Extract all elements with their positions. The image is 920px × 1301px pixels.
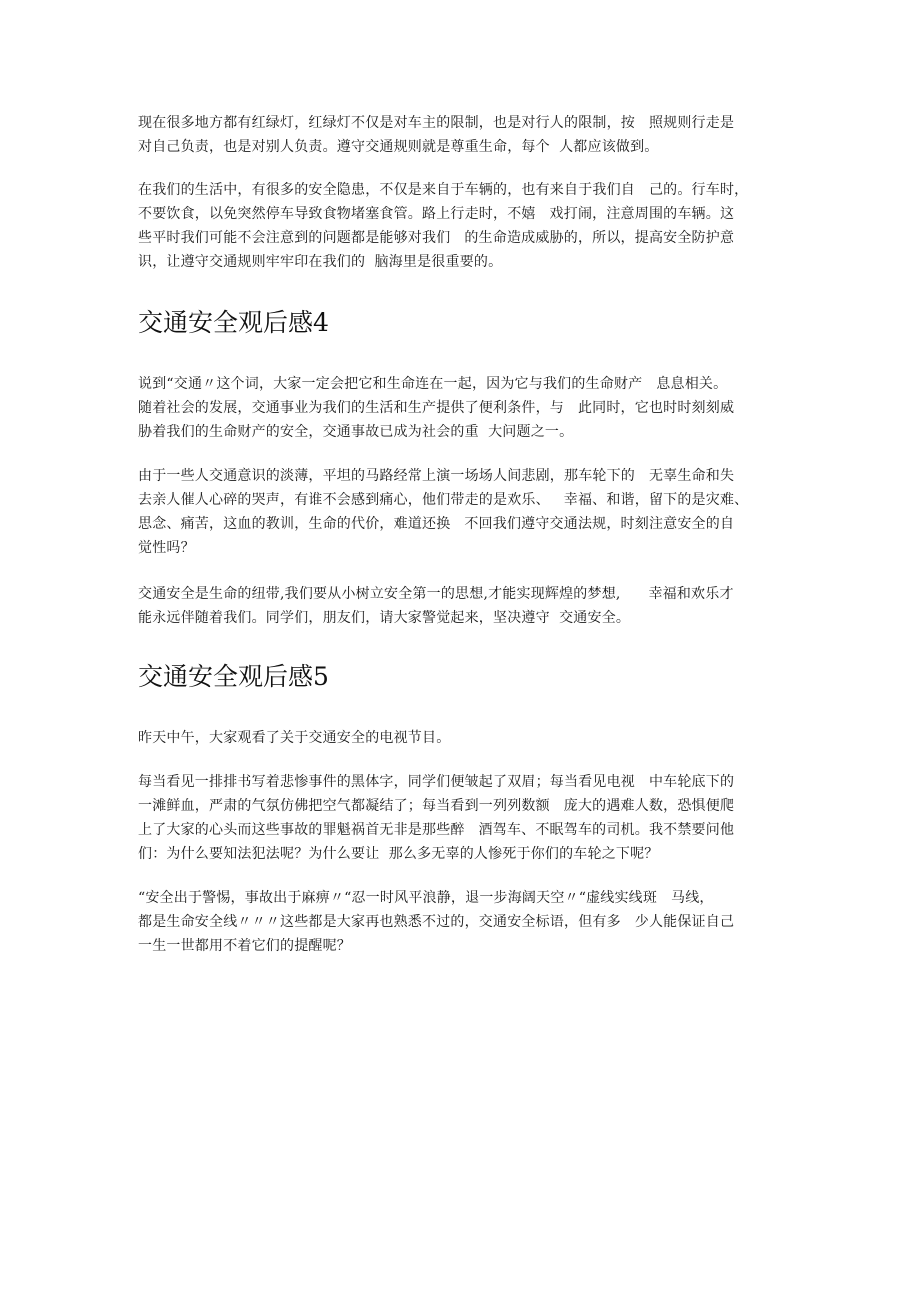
paragraph-line: 胁着我们的生命财产的安全，交通事故已成为社会的重 大问题之一。 xyxy=(138,424,574,440)
paragraph-line: 一滩鲜血，严肃的气氛仿佛把空气都凝结了；每当看到一列列数额 庞大的遇难人数，恐惧便爬 xyxy=(138,798,735,814)
paragraph-line: 昨天中午，大家观看了关于交通安全的电视节目。 xyxy=(138,730,451,746)
paragraph-line: 们：为什么要知法犯法呢？为什么要让 那么多无辜的人惨死于你们的车轮之下呢？ xyxy=(138,846,659,862)
paragraph-line: 觉性吗？ xyxy=(138,540,195,556)
paragraph-line: 一生一世都用不着它们的提醒呢？ xyxy=(138,938,351,954)
paragraph-line: 都是生命安全线〃〃〃这些都是大家再也熟悉不过的，交通安全标语，但有多 少人能保证自己 xyxy=(138,914,735,930)
paragraph-line: 随着社会的发展，交通事业为我们的生活和生产提供了便利条件，与 此同时，它也时时刻刻威 xyxy=(138,400,735,416)
paragraph-line: 能永远伴随着我们。同学们，朋友们，请大家警觉起来，坚决遵守 交通安全。 xyxy=(138,610,631,626)
paragraph xyxy=(138,372,798,444)
section-heading xyxy=(138,306,798,340)
paragraph-line: 些平时我们可能不会注意到的问题都是能够对我们 的生命造成威胁的，所以，提高安全防护意 xyxy=(138,230,735,246)
paragraph-line: 由于一些人交通意识的淡薄，平坦的马路经常上演一场场人间悲剧，那车轮下的 无辜生命和失 xyxy=(138,468,735,484)
paragraph-line: 思念、痛苦，这血的教训，生命的代价，难道还换 不回我们遵守交通法规，时刻注意安全的自 xyxy=(138,516,735,532)
paragraph-line: 在我们的生活中，有很多的安全隐患，不仅是来自于车辆的，也有来自于我们自 己的。行车时， xyxy=(138,182,749,198)
paragraph xyxy=(138,582,798,630)
paragraph-line: 上了大家的心头而这些事故的罪魁祸首无非是那些醉 酒驾车、不眠驾车的司机。我不禁要问他 xyxy=(138,822,735,838)
paragraph-line: 不要饮食，以免突然停车导致食物堵塞食管。路上行走时，不嬉 戏打闹，注意周围的车辆。这 xyxy=(138,206,735,222)
paragraph-line: 说到“交通〃这个词，大家一定会把它和生命连在一起，因为它与我们的生命财产 息息相关。 xyxy=(138,376,728,392)
paragraph xyxy=(138,726,798,750)
paragraph xyxy=(138,886,798,958)
paragraph-line: “安全出于警惕，事故出于麻痹〃“忍一时风平浪静，退一步海阔天空〃“虚线实线斑 马线， xyxy=(138,890,714,906)
section-heading xyxy=(138,660,798,694)
paragraph-line: 对自己负责，也是对别人负责。遵守交通规则就是尊重生命，每个 人都应该做到。 xyxy=(138,139,659,155)
paragraph xyxy=(138,770,798,866)
section-5-title: 交通安全观后感5 xyxy=(138,662,329,691)
paragraph xyxy=(138,178,798,274)
paragraph xyxy=(138,464,798,560)
paragraph-line: 现在很多地方都有红绿灯，红绿灯不仅是对车主的限制，也是对行人的限制，按 照规则行走是 xyxy=(138,115,735,131)
paragraph-line: 识，让遵守交通规则牢牢印在我们的 脑海里是很重要的。 xyxy=(138,254,503,270)
paragraph xyxy=(138,111,798,159)
section-4-title: 交通安全观后感4 xyxy=(138,308,329,337)
paragraph-line: 去亲人催人心碎的哭声，有谁不会感到痛心，他们带走的是欢乐、 幸福、和谐，留下的是灾难、 xyxy=(138,492,749,508)
paragraph-line: 每当看见一排排书写着悲惨事件的黑体字，同学们便皱起了双眉；每当看见电视 中车轮底下的 xyxy=(138,774,735,790)
paragraph-line: 交通安全是生命的纽带,我们要从小树立安全第一的思想,才能实现辉煌的梦想, 幸福和欢乐才 xyxy=(138,586,734,602)
